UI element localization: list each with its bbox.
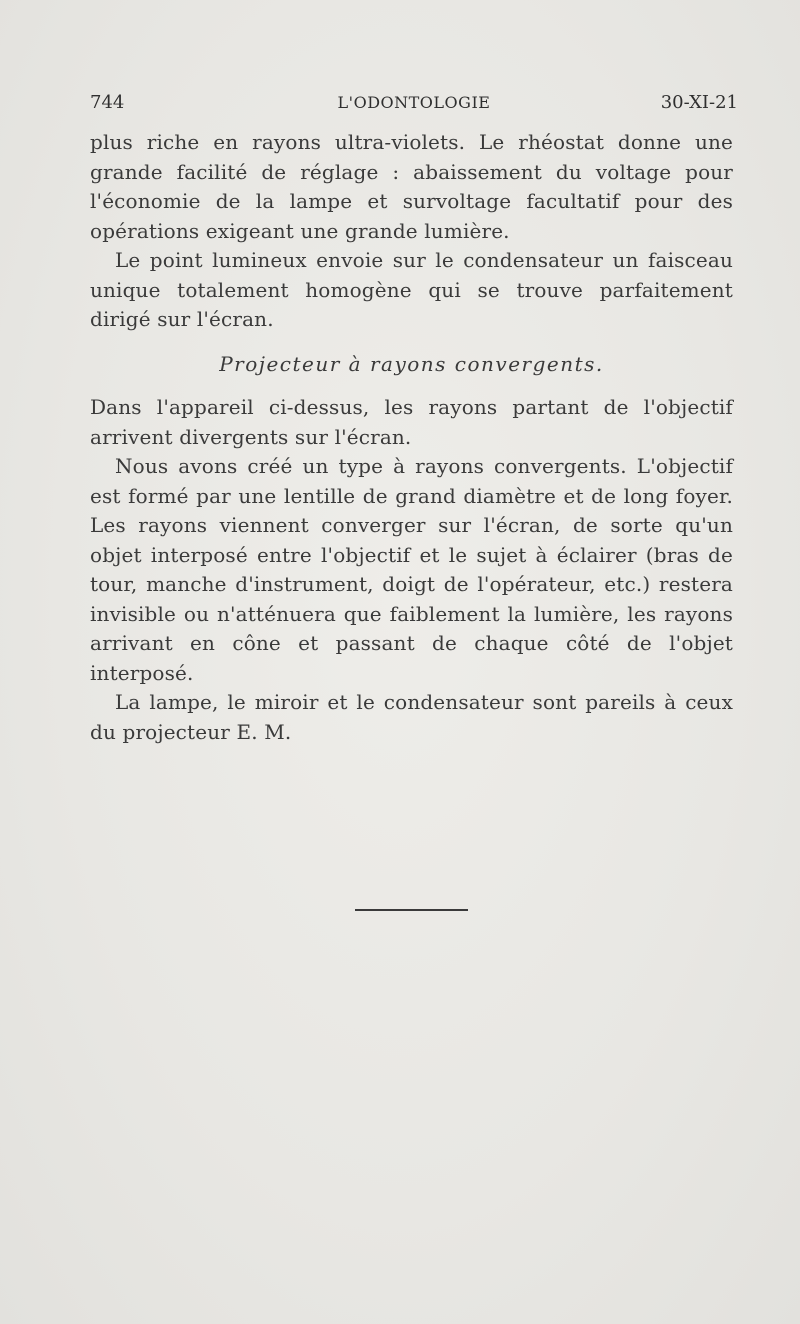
section-subheading: Projecteur à rayons convergents. [219, 352, 604, 376]
running-header [90, 92, 738, 116]
paragraph-convergent: Nous avons créé un type à rayons convergents. L'objectif est formé par une lentille de grand diamètre et de long foyer. Les rayons viennent converger sur l'écran, de sorte qu'un objet interposé entre l'objectif et le sujet à éclairer (bras de tour, manche d'instrument, doigt de l'opérateur, etc.) restera invisible ou n'atténuera que faiblement la lumière, les rayons arrivant en cône et passant de chaque côté de l'objet interposé. [90, 454, 733, 685]
text-block-section [90, 393, 733, 747]
end-rule [355, 909, 468, 911]
text-block-top [90, 128, 733, 335]
paragraph-continuation: plus riche en rayons ultra-violets. Le rhéostat donne une grande facilité de réglage : abaissement du voltage pour l'économie de la lampe et survoltage facultatif pour des opérations exigeant une grande lumière. [90, 130, 733, 243]
page-number: 744 [90, 92, 125, 113]
paragraph-light-point: Le point lumineux envoie sur le condensateur un faisceau unique totalement homogène qui se trouve parfaitement dirigé sur l'écran. [90, 248, 733, 331]
issue-date: 30-XI-21 [660, 92, 738, 113]
paragraph-divergent: Dans l'appareil ci-dessus, les rayons partant de l'objectif arrivent divergents sur l'écran. [90, 395, 733, 449]
paragraph-components: La lampe, le miroir et le condensateur sont pareils à ceux du projecteur E. M. [90, 690, 733, 744]
journal-title: L'ODONTOLOGIE [337, 93, 491, 112]
